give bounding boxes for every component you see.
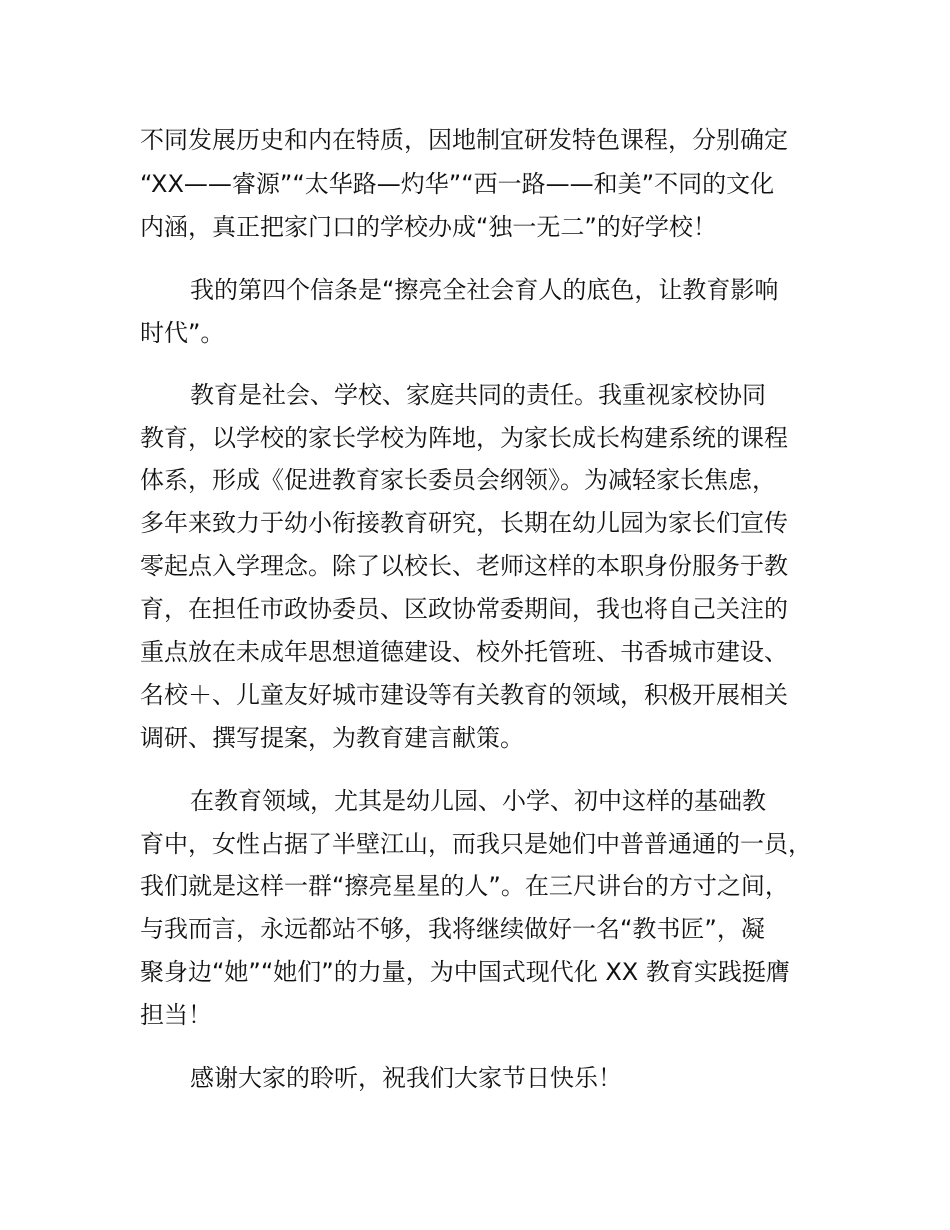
text-line: 重点放在未成年思想道德建设、校外托管班、书香城市建设、 (140, 638, 788, 666)
text-line: 名校＋、儿童友好城市建设等有关教育的领域，积极开展相关 (140, 681, 788, 709)
text-line: 我的第四个信条是“擦亮全社会育人的底色，让教育影响 (190, 276, 779, 304)
text-line: 育中，女性占据了半壁江山，而我只是她们中普普通通的一员， (140, 830, 812, 858)
text-line: 内涵，真正把家门口的学校办成“独一无二”的好学校！ (140, 213, 717, 241)
text-line: 在教育领域，尤其是幼儿园、小学、初中这样的基础教 (190, 787, 766, 815)
text-line: 育，在担任市政协委员、区政协常委期间，我也将自己关注的 (140, 595, 788, 623)
text-line: 我们就是这样一群“擦亮星星的人”。在三尺讲台的方寸之间， (140, 872, 789, 900)
text-line: 调研、撰写提案，为教育建言献策。 (140, 724, 524, 752)
text-line: 感谢大家的聆听，祝我们大家节日快乐！ (190, 1064, 622, 1092)
text-line: 教育是社会、学校、家庭共同的责任。我重视家校协同 (190, 381, 766, 409)
text-line: 聚身边“她”“她们”的力量，为中国式现代化 XX 教育实践挺膺 (140, 958, 790, 986)
text-line: 担当！ (140, 1001, 212, 1029)
text-line: 与我而言，永远都站不够，我将继续做好一名“教书匠”，凝 (140, 915, 765, 943)
text-line: 体系，形成《促进教育家长委员会纲领》。为减轻家长焦虑， (140, 466, 776, 494)
text-line: 零起点入学理念。除了以校长、老师这样的本职身份服务于教 (140, 552, 788, 580)
text-line: “XX——睿源”“太华路—灼华”“西一路——和美”不同的文化 (140, 170, 775, 198)
text-line: 教育，以学校的家长学校为阵地，为家长成长构建系统的课程 (140, 424, 788, 452)
text-line: 多年来致力于幼小衔接教育研究，长期在幼儿园为家长们宣传 (140, 509, 788, 537)
text-line: 不同发展历史和内在特质，因地制宜研发特色课程，分别确定 (140, 126, 788, 154)
text-line: 时代”。 (140, 319, 225, 347)
